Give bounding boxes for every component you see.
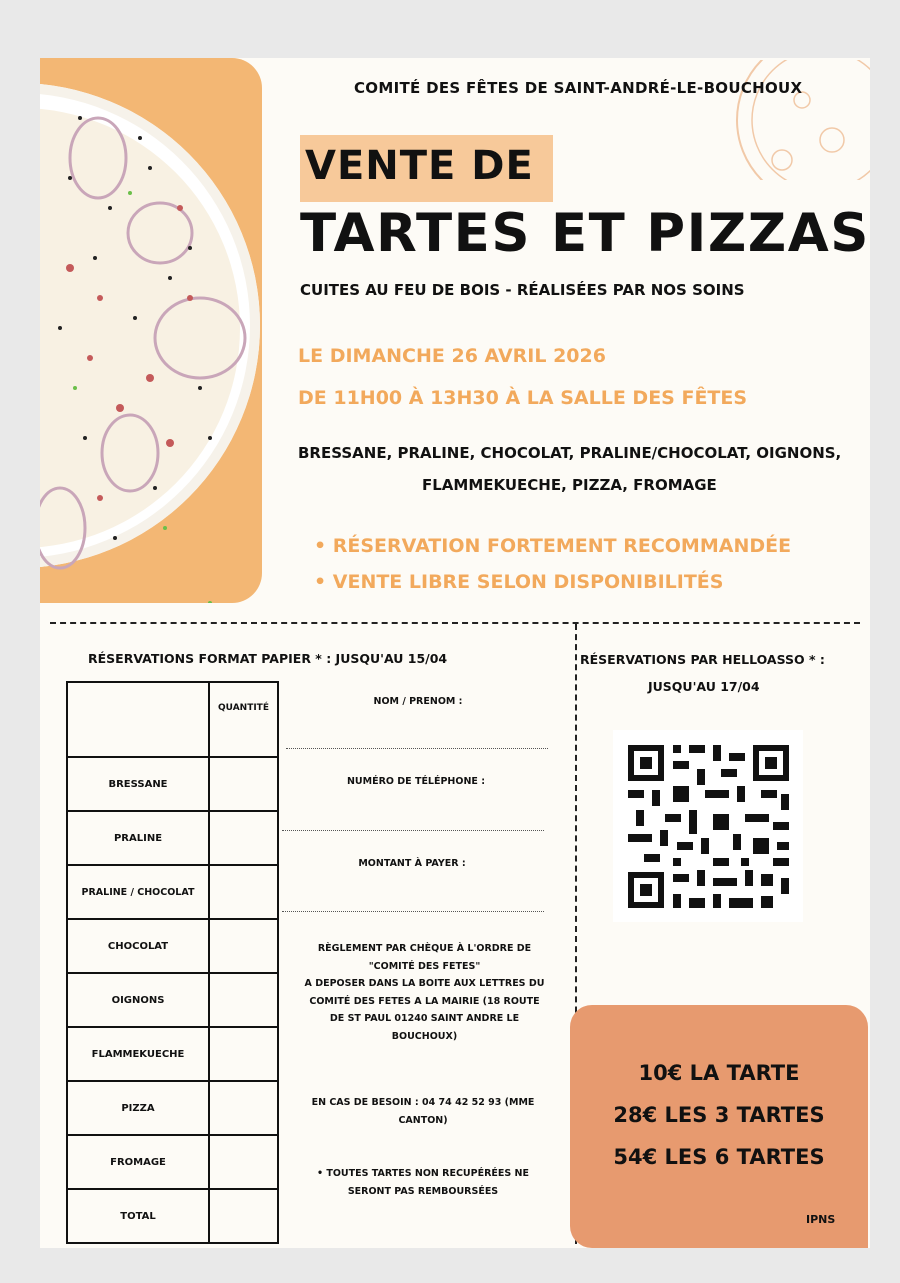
payment-line: "COMITÉ DES FETES" bbox=[368, 960, 481, 972]
bullet-free-sale: • VENTE LIBRE SELON DISPONIBILITÉS bbox=[314, 571, 724, 593]
quantity-cell[interactable] bbox=[209, 919, 278, 973]
title-line2: TARTES ET PIZZAS bbox=[300, 203, 870, 264]
quantity-cell[interactable] bbox=[209, 811, 278, 865]
contact-line: EN CAS DE BESOIN : 04 74 42 52 93 (MME bbox=[311, 1097, 535, 1108]
flavors-line2: FLAMMEKUECHE, PIZZA, FROMAGE bbox=[422, 476, 717, 494]
title-line1: VENTE DE bbox=[305, 143, 534, 189]
tart-toppings bbox=[40, 58, 265, 603]
organizer-name: COMITÉ DES FÊTES DE SAINT-ANDRÉ-LE-BOUCHOUX bbox=[354, 79, 803, 97]
quantity-cell[interactable] bbox=[209, 757, 278, 811]
amount-label: MONTANT À PAYER : bbox=[358, 858, 466, 869]
amount-field[interactable] bbox=[282, 911, 544, 912]
table-header-empty bbox=[67, 682, 209, 757]
contact-info bbox=[288, 1094, 558, 1129]
notice-line: • TOUTES TARTES NON RECUPÉRÉES NE bbox=[317, 1168, 529, 1179]
payment-line: DE ST PAUL 01240 SAINT ANDRE LE bbox=[329, 1013, 520, 1025]
table-row-label: FROMAGE bbox=[67, 1135, 209, 1189]
helloasso-title: RÉSERVATIONS PAR HELLOASSO * : bbox=[580, 652, 825, 667]
table-row-label: CHOCOLAT bbox=[67, 919, 209, 973]
table-row-label: PRALINE / CHOCOLAT bbox=[67, 865, 209, 919]
flavors-line1: BRESSANE, PRALINE, CHOCOLAT, PRALINE/CHOCOLAT, OIGNONS, bbox=[298, 444, 842, 462]
event-date: LE DIMANCHE 26 AVRIL 2026 bbox=[298, 345, 606, 367]
table-row-label: FLAMMEKUECHE bbox=[67, 1027, 209, 1081]
pizza-plate-illustration bbox=[40, 58, 265, 603]
event-time-place: DE 11H00 À 13H30 À LA SALLE DES FÊTES bbox=[298, 387, 748, 409]
phone-label: NUMÉRO DE TÉLÉPHONE : bbox=[346, 776, 486, 787]
refund-notice bbox=[288, 1165, 558, 1200]
price-single: 10€ LA TARTE bbox=[638, 1061, 800, 1085]
bullet-reservation: • RÉSERVATION FORTEMENT RECOMMANDÉE bbox=[314, 535, 792, 557]
payment-line: A DEPOSER DANS LA BOITE AUX LETTRES DU bbox=[304, 978, 545, 990]
payment-line: BOUCHOUX) bbox=[391, 1030, 458, 1042]
quantity-cell[interactable] bbox=[209, 973, 278, 1027]
table-row-label: TOTAL bbox=[67, 1189, 209, 1243]
name-field[interactable] bbox=[286, 748, 548, 749]
quantity-cell[interactable] bbox=[209, 1081, 278, 1135]
payment-line: COMITÉ DES FETES A LA MAIRIE (18 ROUTE bbox=[309, 995, 540, 1007]
table-row-label: PRALINE bbox=[67, 811, 209, 865]
quantity-header: QUANTITÉ bbox=[209, 682, 278, 757]
quantity-cell[interactable] bbox=[209, 1189, 278, 1243]
table-row-label: OIGNONS bbox=[67, 973, 209, 1027]
price-six: 54€ LES 6 TARTES bbox=[613, 1145, 825, 1169]
price-three: 28€ LES 3 TARTES bbox=[613, 1103, 825, 1127]
table-row-label: BRESSANE bbox=[67, 757, 209, 811]
notice-line: SERONT PAS REMBOURSÉES bbox=[347, 1185, 499, 1197]
quantity-cell[interactable] bbox=[209, 1135, 278, 1189]
name-label: NOM / PRENOM : bbox=[373, 696, 463, 707]
payment-line: RÈGLEMENT PAR CHÈQUE À L'ORDRE DE bbox=[317, 943, 532, 954]
subtitle: CUITES AU FEU DE BOIS - RÉALISÉES PAR NOS SOINS bbox=[300, 281, 745, 299]
pizza-line-art bbox=[712, 60, 870, 180]
contact-line: CANTON) bbox=[398, 1114, 448, 1126]
cut-line-horizontal bbox=[50, 622, 860, 624]
quantity-cell[interactable] bbox=[209, 865, 278, 919]
quantity-cell[interactable] bbox=[209, 1027, 278, 1081]
ipns-mention: IPNS bbox=[806, 1213, 836, 1226]
paper-reservation-title: RÉSERVATIONS FORMAT PAPIER * : JUSQU'AU 15/04 bbox=[88, 651, 448, 666]
order-table bbox=[66, 681, 279, 1244]
payment-instructions bbox=[282, 940, 567, 1045]
table-row-label: PIZZA bbox=[67, 1081, 209, 1135]
helloasso-deadline: JUSQU'AU 17/04 bbox=[648, 679, 760, 694]
qr-code-icon[interactable] bbox=[613, 730, 803, 922]
phone-field[interactable] bbox=[282, 830, 544, 831]
